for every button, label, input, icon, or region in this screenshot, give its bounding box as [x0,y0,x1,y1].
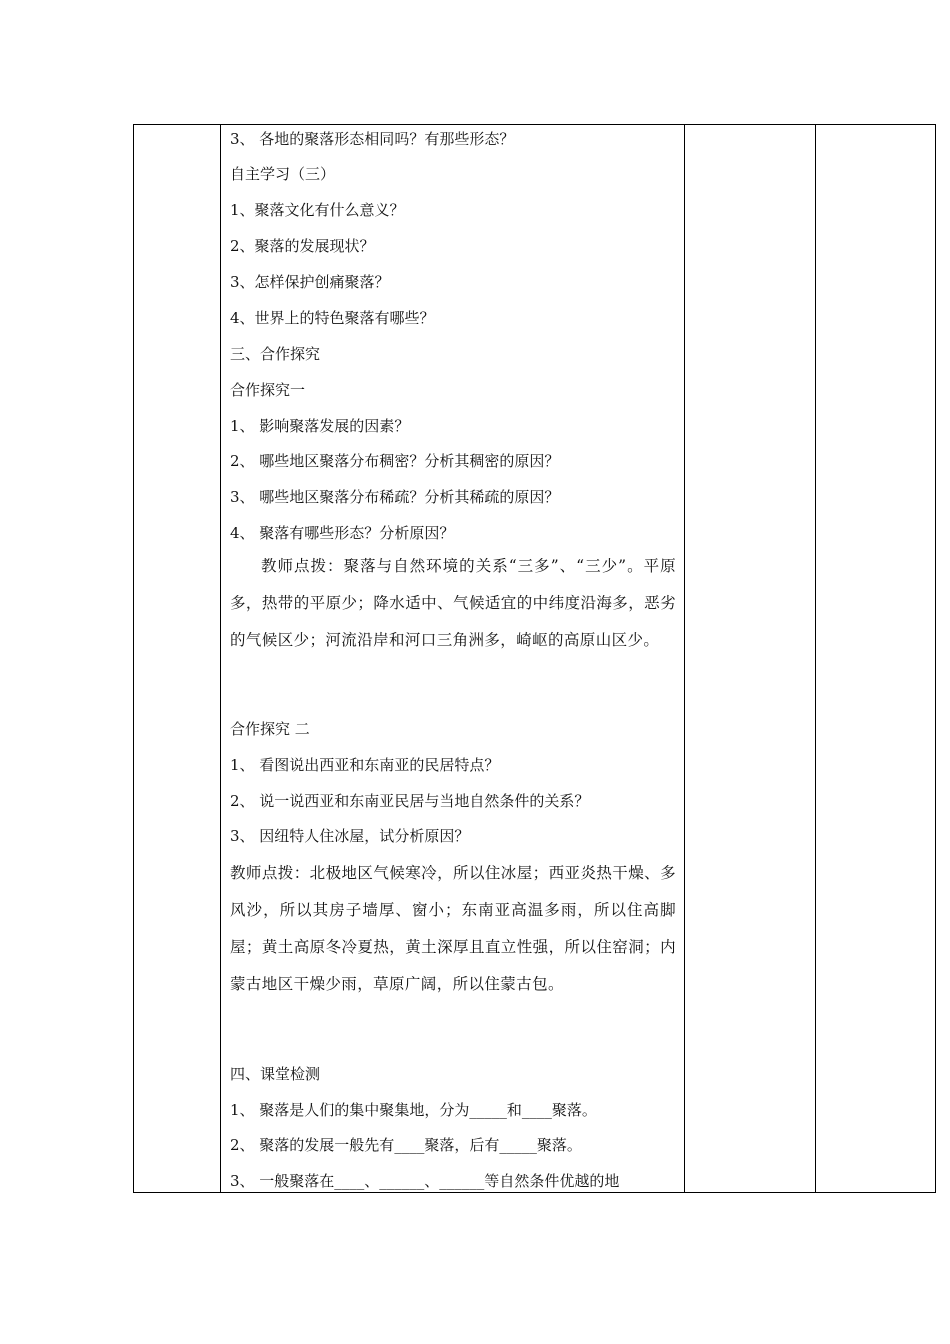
subsection-heading: 合作探究 二 [230,720,310,738]
question-line: 4、 聚落有哪些形态？分析原因？ [230,524,455,542]
question-line: 2、 说一说西亚和东南亚民居与当地自然条件的关系？ [230,792,590,810]
column-divider-3 [815,125,816,1192]
question-line: 1、 影响聚落发展的因素？ [230,417,410,435]
lesson-table [133,124,936,1193]
question-line: 2、 哪些地区聚落分布稠密？分析其稠密的原因？ [230,452,560,470]
exercise-line: 2、 聚落的发展一般先有____聚落，后有_____聚落。 [230,1136,582,1154]
teacher-note-paragraph: 教师点拨：北极地区气候寒冷，所以住冰屋；西亚炎热干燥、多风沙，所以其房子墙厚、窗小；东南亚高温多雨，所以住高脚屋；黄土高原冬冷夏热，黄土深厚且直立性强，所以住窑洞；内蒙古地区干燥少雨，草原广阔，所以住蒙古包。 [230,864,676,993]
lesson-content-cell [230,125,683,1192]
question-line: 3、 哪些地区聚落分布稀疏？分析其稀疏的原因？ [230,488,560,506]
question-line: 1、 看图说出西亚和东南亚的民居特点？ [230,756,500,774]
subsection-heading: 合作探究一 [230,381,306,399]
teacher-note-paragraph: 教师点拨：聚落与自然环境的关系“三多”、“三少”。平原多，热带的平原少；降水适中、气候适宜的中纬度沿海多，恶劣的气候区少；河流沿岸和河口三角洲多，崎岖的高原山区少。 [230,557,676,649]
question-line: 3、 因纽特人住冰屋，试分析原因？ [230,827,470,845]
section-heading: 四、课堂检测 [230,1065,321,1083]
exercise-line: 3、 一般聚落在____、______、______等自然条件优越的地 [230,1172,620,1190]
question-line: 4、世界上的特色聚落有哪些？ [230,309,435,327]
question-line: 1、聚落文化有什么意义？ [230,201,405,219]
column-divider-2 [684,125,685,1192]
section-heading: 自主学习（三） [230,165,336,183]
exercise-line: 1、 聚落是人们的集中聚集地，分为_____和____聚落。 [230,1101,597,1119]
question-line: 2、聚落的发展现状？ [230,237,375,255]
section-heading: 三、合作探究 [230,345,321,363]
question-line: 3、 各地的聚落形态相同吗？有那些形态？ [230,130,515,148]
question-line: 3、怎样保护创痛聚落？ [230,273,390,291]
column-divider-1 [220,125,221,1192]
